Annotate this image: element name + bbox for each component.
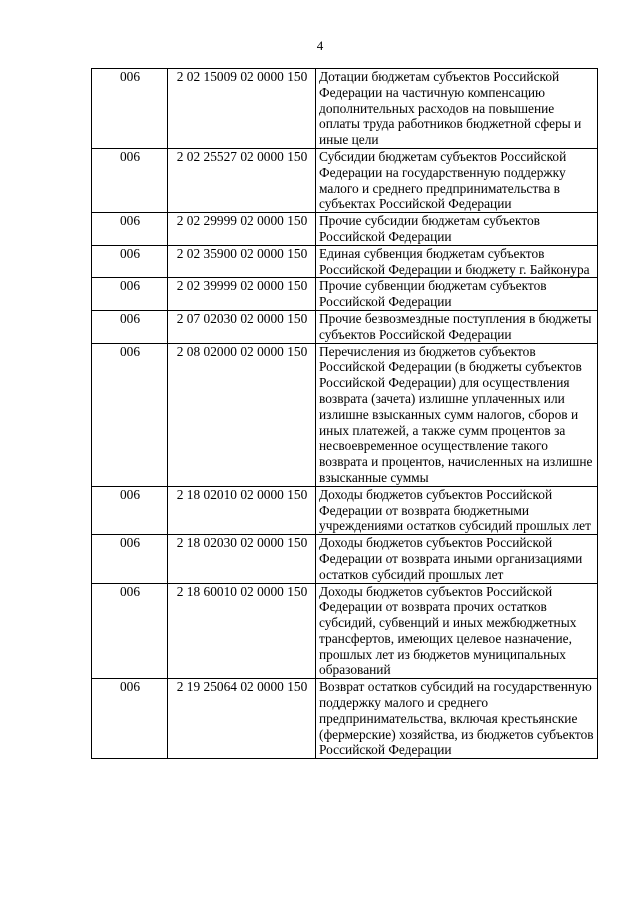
admin-code-cell: 006	[92, 535, 168, 583]
admin-code-cell: 006	[92, 278, 168, 311]
admin-code-cell: 006	[92, 486, 168, 534]
table-row	[92, 343, 598, 486]
table-row	[92, 486, 598, 534]
page-number: 4	[316, 38, 324, 53]
table-row	[92, 535, 598, 583]
revenue-name-cell: Прочие субвенции бюджетам субъектов Российской Федерации	[316, 278, 598, 311]
budget-classification-code-cell: 2 02 29999 02 0000 150	[168, 213, 316, 246]
revenue-name-cell: Дотации бюджетам субъектов Российской Федерации на частичную компенсацию дополнительных расходов на повышение оплаты труда работников бюджетной сферы и иные цели	[316, 69, 598, 149]
budget-classification-code-cell: 2 07 02030 02 0000 150	[168, 310, 316, 343]
budget-classification-code-cell: 2 02 39999 02 0000 150	[168, 278, 316, 311]
revenue-code-table	[91, 68, 598, 759]
revenue-name-cell: Возврат остатков субсидий на государственную поддержку малого и среднего предпринимательства, включая крестьянские (фермерские) хозяйства, из бюджетов субъектов Российской Федерации	[316, 679, 598, 759]
table-row	[92, 679, 598, 759]
budget-classification-code-cell: 2 18 02030 02 0000 150	[168, 535, 316, 583]
revenue-name-cell: Доходы бюджетов субъектов Российской Федерации от возврата прочих остатков субсидий, субвенций и иных межбюджетных трансфертов, имеющих целевое назначение, прошлых лет из бюджетов муниципальных образований	[316, 583, 598, 679]
table-row	[92, 278, 598, 311]
admin-code-cell: 006	[92, 148, 168, 212]
table-row	[92, 245, 598, 278]
admin-code-cell: 006	[92, 245, 168, 278]
table-row	[92, 213, 598, 246]
budget-classification-code-cell: 2 02 15009 02 0000 150	[168, 69, 316, 149]
budget-classification-code-cell: 2 02 35900 02 0000 150	[168, 245, 316, 278]
budget-classification-code-cell: 2 08 02000 02 0000 150	[168, 343, 316, 486]
table-body	[92, 69, 598, 759]
admin-code-cell: 006	[92, 583, 168, 679]
revenue-name-cell: Перечисления из бюджетов субъектов Российской Федерации (в бюджеты субъектов Российской Федерации) для осуществления возврата (зачета) излишне уплаченных или излишне взысканных сумм налогов, сборов и иных платежей, а также сумм процентов за несвоевременное осуществление такого возврата и процентов, начисленных на излишне взысканные суммы	[316, 343, 598, 486]
table-row	[92, 583, 598, 679]
admin-code-cell: 006	[92, 343, 168, 486]
revenue-name-cell: Доходы бюджетов субъектов Российской Федерации от возврата иными организациями остатков субсидий прошлых лет	[316, 535, 598, 583]
budget-classification-code-cell: 2 19 25064 02 0000 150	[168, 679, 316, 759]
budget-classification-code-cell: 2 18 02010 02 0000 150	[168, 486, 316, 534]
table-row	[92, 69, 598, 149]
revenue-name-cell: Субсидии бюджетам субъектов Российской Федерации на государственную поддержку малого и среднего предпринимательства в субъектах Российской Федерации	[316, 148, 598, 212]
revenue-name-cell: Единая субвенция бюджетам субъектов Российской Федерации и бюджету г. Байконура	[316, 245, 598, 278]
budget-classification-code-cell: 2 02 25527 02 0000 150	[168, 148, 316, 212]
budget-classification-code-cell: 2 18 60010 02 0000 150	[168, 583, 316, 679]
admin-code-cell: 006	[92, 69, 168, 149]
revenue-name-cell: Доходы бюджетов субъектов Российской Федерации от возврата бюджетными учреждениями остатков субсидий прошлых лет	[316, 486, 598, 534]
revenue-name-cell: Прочие безвозмездные поступления в бюджеты субъектов Российской Федерации	[316, 310, 598, 343]
admin-code-cell: 006	[92, 310, 168, 343]
admin-code-cell: 006	[92, 213, 168, 246]
admin-code-cell: 006	[92, 679, 168, 759]
table-row	[92, 310, 598, 343]
revenue-name-cell: Прочие субсидии бюджетам субъектов Российской Федерации	[316, 213, 598, 246]
table-row	[92, 148, 598, 212]
